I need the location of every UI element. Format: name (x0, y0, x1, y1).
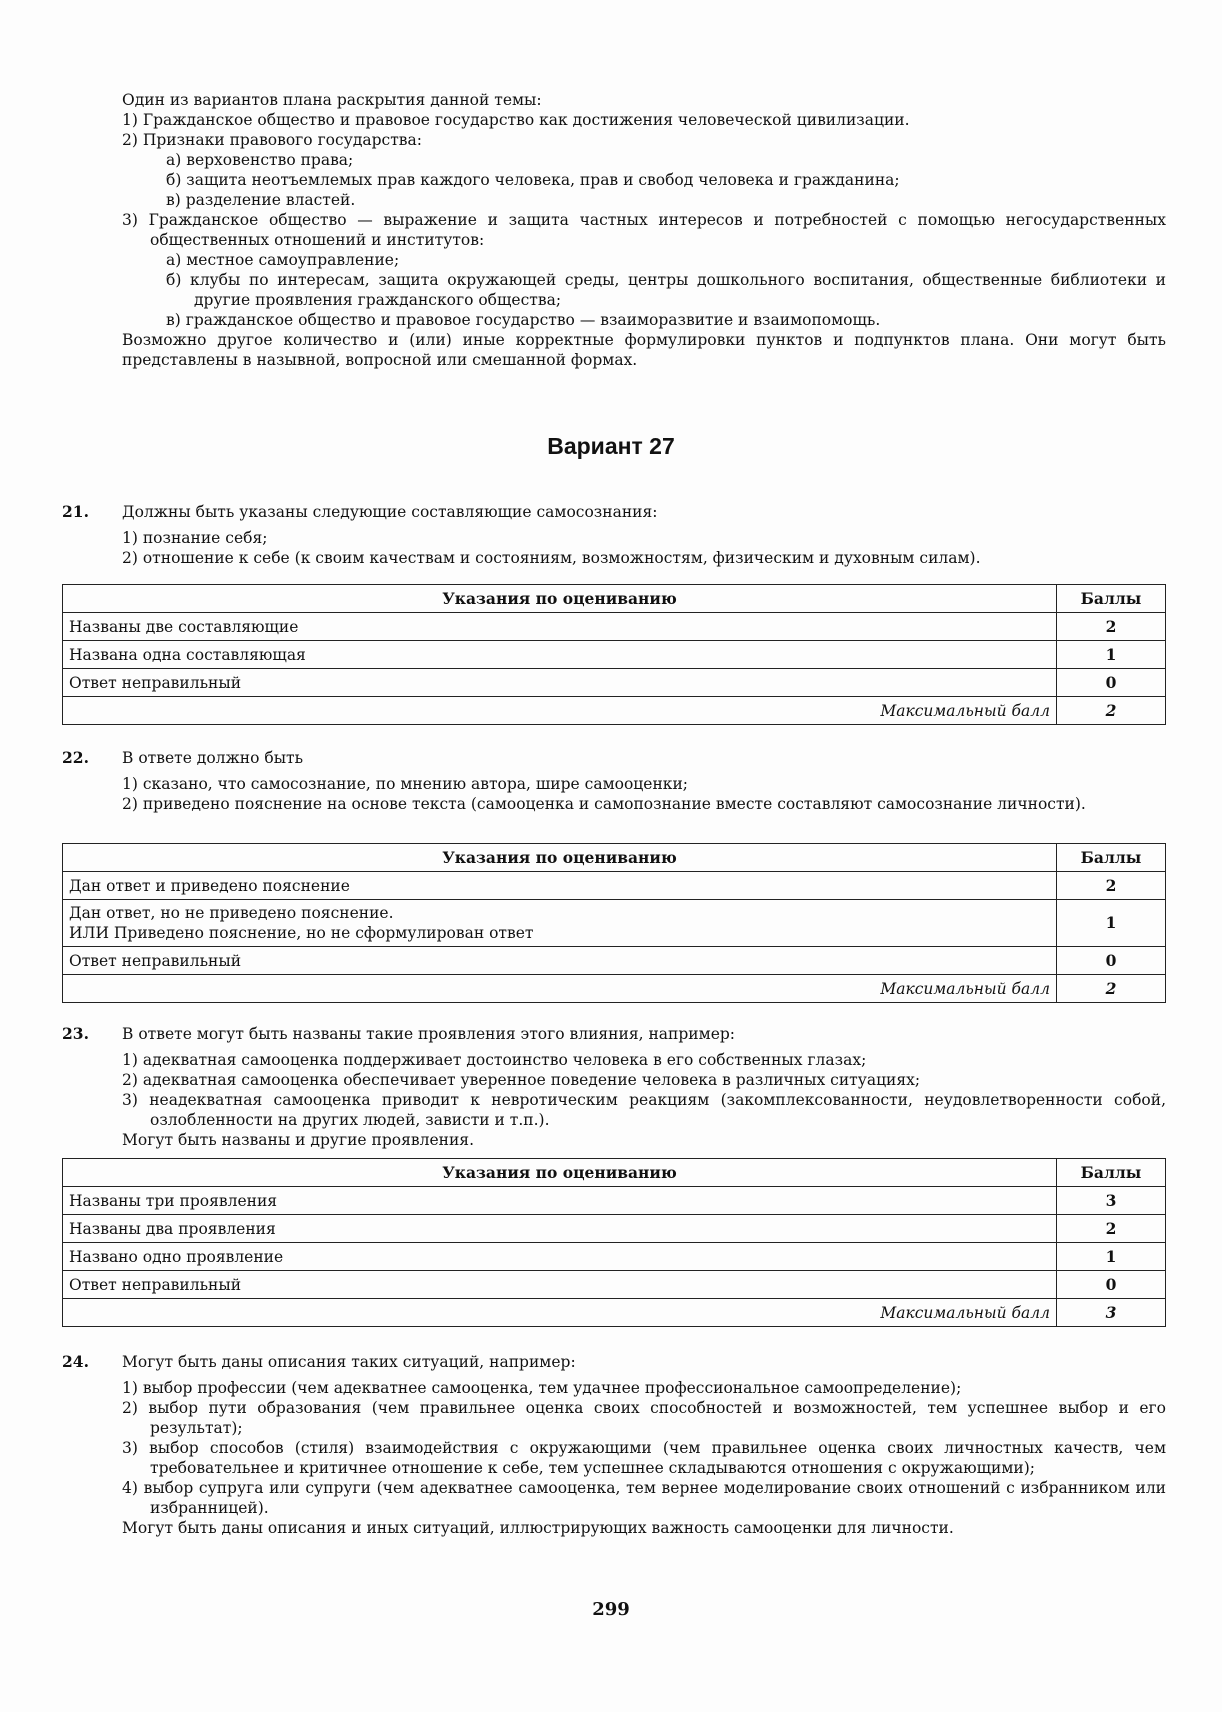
table-row (63, 872, 1166, 900)
answer-item: 1) сказано, что самосознание, по мнению автора, шире самооценки; (122, 775, 689, 793)
scoring-table-21 (62, 584, 1166, 725)
table-row (63, 900, 1166, 947)
answer-item: 3) выбор способов (стиля) взаимодействия с окружающими (чем правильнее оценка своих личностных качеств, чем требовательнее и критичнее отношение к себе, тем успешнее складываются отношения с окружающими); (122, 1439, 1166, 1477)
criteria-line: ИЛИ Приведено пояснение, но не сформулирован ответ (69, 924, 534, 942)
question-intro: В ответе должно быть (122, 749, 304, 767)
score-cell: 1 (1057, 900, 1166, 947)
question-intro: Могут быть даны описания таких ситуаций, например: (122, 1353, 576, 1371)
question-number: 23. (62, 1024, 89, 1043)
criteria-cell: Ответ неправильный (63, 947, 1057, 975)
score-cell: 2 (1057, 613, 1166, 641)
table-row (63, 1271, 1166, 1299)
criteria-cell: Названы две составляющие (63, 613, 1057, 641)
max-label: Максимальный балл (63, 1299, 1057, 1327)
criteria-cell: Названо одно проявление (63, 1243, 1057, 1271)
question-24 (122, 1352, 1166, 1538)
answer-item: 1) выбор профессии (чем адекватнее самооценка, тем удачнее профессиональное самоопределение); (122, 1379, 962, 1397)
question-outro: Могут быть названы и другие проявления. (122, 1131, 475, 1149)
plan-line: а) верховенство права; (166, 151, 354, 169)
score-cell: 0 (1057, 947, 1166, 975)
criteria-header: Указания по оцениванию (63, 844, 1057, 872)
score-header: Баллы (1057, 844, 1166, 872)
score-header: Баллы (1057, 1159, 1166, 1187)
scoring-table-23 (62, 1158, 1166, 1327)
plan-block (122, 90, 1166, 370)
max-label: Максимальный балл (63, 697, 1057, 725)
plan-line: в) разделение властей. (166, 191, 356, 209)
scoring-table-22 (62, 843, 1166, 1003)
answer-item: 3) неадекватная самооценка приводит к невротическим реакциям (закомплексованности, неудовлетворенности собой, озлобленности на других людей, зависти и т.п.). (122, 1091, 1166, 1129)
answer-item: 1) познание себя; (122, 529, 268, 547)
question-number: 22. (62, 748, 89, 767)
answer-item: 1) адекватная самооценка поддерживает достоинство человека в его собственных глазах; (122, 1051, 867, 1069)
criteria-cell: Названы три проявления (63, 1187, 1057, 1215)
table-row (63, 613, 1166, 641)
question-number: 24. (62, 1352, 89, 1371)
question-intro: В ответе могут быть названы такие проявления этого влияния, например: (122, 1025, 736, 1043)
score-cell: 2 (1057, 1215, 1166, 1243)
table-row (63, 669, 1166, 697)
plan-line: Один из вариантов плана раскрытия данной темы: (122, 91, 542, 109)
page-number: 299 (592, 1599, 630, 1620)
max-score: 2 (1057, 975, 1166, 1003)
table-row (63, 1215, 1166, 1243)
criteria-cell: Ответ неправильный (63, 669, 1057, 697)
table-row (63, 1187, 1166, 1215)
plan-line: б) клубы по интересам, защита окружающей среды, центры дошкольного воспитания, общественные библиотеки и другие проявления гражданского общества; (166, 271, 1166, 309)
plan-line: 3) Гражданское общество — выражение и защита частных интересов и потребностей с помощью негосударственных общественных отношений и институтов: (122, 211, 1166, 249)
max-score: 2 (1057, 697, 1166, 725)
score-cell: 1 (1057, 641, 1166, 669)
table-row (63, 947, 1166, 975)
variant-title: Вариант 27 (547, 433, 675, 459)
max-row (63, 1299, 1166, 1327)
answer-item: 2) выбор пути образования (чем правильнее оценка своих способностей и возможностей, тем успешнее выбор и его результат); (122, 1399, 1166, 1437)
criteria-line: Дан ответ, но не приведено пояснение. (69, 904, 394, 922)
criteria-cell: Ответ неправильный (63, 1271, 1057, 1299)
max-row (63, 975, 1166, 1003)
score-cell: 2 (1057, 872, 1166, 900)
score-cell: 0 (1057, 1271, 1166, 1299)
answer-item: 4) выбор супруга или супруги (чем адекватнее самооценка, тем вернее моделирование своих отношений с избранником или избранницей). (122, 1479, 1166, 1517)
max-label: Максимальный балл (63, 975, 1057, 1003)
question-outro: Могут быть даны описания и иных ситуаций, иллюстрирующих важность самооценки для личности. (122, 1519, 954, 1537)
criteria-cell: Дан ответ и приведено пояснение (63, 872, 1057, 900)
score-cell: 3 (1057, 1187, 1166, 1215)
question-intro: Должны быть указаны следующие составляющие самосознания: (122, 503, 658, 521)
criteria-header: Указания по оцениванию (63, 1159, 1057, 1187)
answer-item: 2) приведено пояснение на основе текста (самооценка и самопознание вместе составляют самосознание личности). (122, 795, 1086, 813)
answer-item: 2) адекватная самооценка обеспечивает уверенное поведение человека в различных ситуациях; (122, 1071, 921, 1089)
criteria-cell (63, 900, 1057, 947)
criteria-cell: Названы два проявления (63, 1215, 1057, 1243)
table-row (63, 641, 1166, 669)
table-row (63, 1243, 1166, 1271)
plan-line: в) гражданское общество и правовое государство — взаиморазвитие и взаимопомощь. (166, 311, 881, 329)
score-cell: 0 (1057, 669, 1166, 697)
criteria-header: Указания по оцениванию (63, 585, 1057, 613)
score-cell: 1 (1057, 1243, 1166, 1271)
plan-line: 2) Признаки правового государства: (122, 131, 422, 149)
question-23 (122, 1024, 1166, 1150)
answer-item: 2) отношение к себе (к своим качествам и состояниям, возможностям, физическим и духовным силам). (122, 549, 981, 567)
score-header: Баллы (1057, 585, 1166, 613)
plan-line: 1) Гражданское общество и правовое государство как достижения человеческой цивилизации. (122, 111, 910, 129)
max-score: 3 (1057, 1299, 1166, 1327)
criteria-cell: Названа одна составляющая (63, 641, 1057, 669)
question-21 (122, 502, 1166, 568)
question-number: 21. (62, 502, 89, 521)
question-22 (122, 748, 1166, 814)
plan-line: б) защита неотъемлемых прав каждого человека, прав и свобод человека и гражданина; (166, 171, 900, 189)
plan-line: а) местное самоуправление; (166, 251, 400, 269)
plan-line: Возможно другое количество и (или) иные корректные формулировки пунктов и подпунктов плана. Они могут быть представлены в назывной, вопросной или смешанной формах. (122, 331, 1166, 369)
max-row (63, 697, 1166, 725)
